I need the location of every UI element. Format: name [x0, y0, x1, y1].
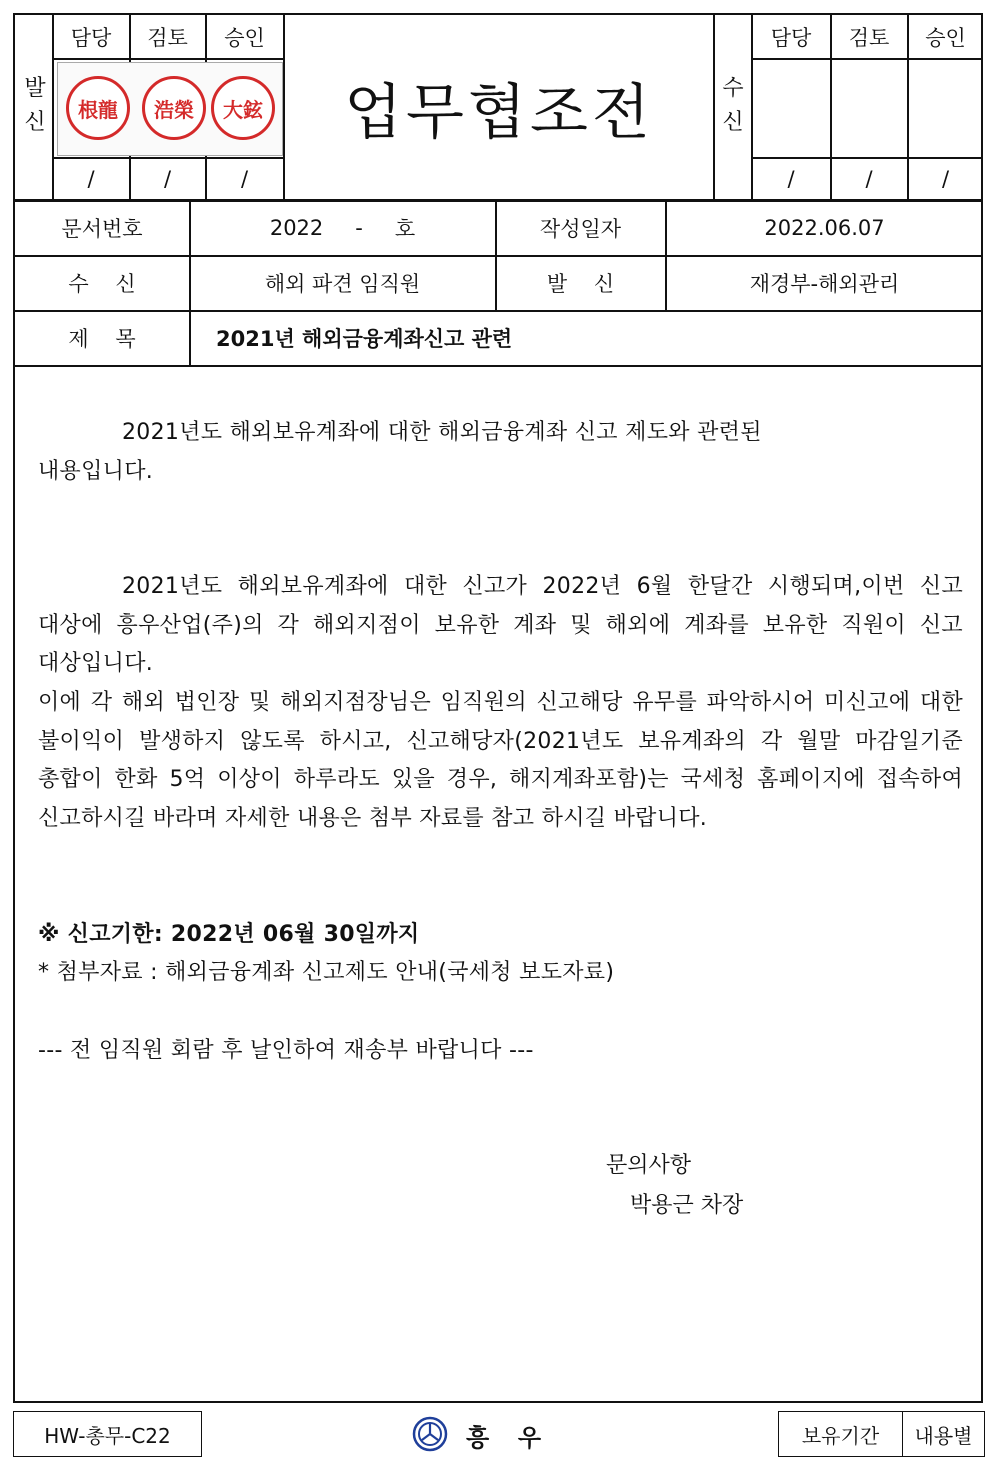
contact-name: 박용근 차장 — [630, 1193, 744, 1218]
approval-col-review: 검토 — [147, 25, 188, 50]
receiver-col-review: 검토 — [848, 25, 890, 50]
document-title: 업무협조전 — [344, 78, 654, 148]
receiver-date-approve: / — [941, 166, 950, 191]
receiver-label: 수신 — [722, 76, 744, 135]
body-paragraph-2: 2021년도 해외보유계좌에 대한 신고가 2022년 6월 한달간 시행되며,이번 신고 대상에 흥우산업(주)의 각 해외지점이 보유한 계좌 및 해외에 계좌를 보유한 직원이 신고 대상입니다. — [38, 574, 963, 676]
subject-label: 제 목 — [68, 327, 136, 351]
approval-date-charge: / — [87, 166, 95, 191]
receiver-date-review: / — [865, 166, 873, 191]
doc-number-value: 2022 - 호 — [269, 216, 416, 241]
company-logo-icon — [412, 1416, 448, 1452]
contact-label: 문의사항 — [606, 1153, 692, 1178]
receiver-col-charge: 담당 — [770, 25, 812, 50]
form-code: HW-총무-C22 — [13, 1411, 202, 1457]
approval-date-approve: / — [240, 166, 249, 191]
recipient-label: 수 신 — [68, 272, 136, 296]
doc-number-label: 문서번호 — [61, 217, 143, 241]
recipient-value: 해외 파견 임직원 — [264, 272, 421, 296]
date-label: 작성일자 — [539, 217, 622, 241]
subject-value: 2021년 해외금융계좌신고 관련 — [216, 327, 513, 351]
seal-stamp-1: 根龍 — [66, 76, 130, 140]
receiver-date-charge: / — [787, 166, 795, 191]
sender-label: 발신 — [24, 76, 46, 135]
retention-value: 내용별 — [902, 1411, 985, 1457]
body-paragraph-1: 2021년도 해외보유계좌에 대한 해외금융계좌 신고 제도와 관련된 내용입니다. — [38, 420, 762, 484]
company-name: 흥 우 — [466, 1424, 546, 1452]
approval-col-approve: 승인 — [224, 25, 265, 50]
seal-stamp-2: 浩榮 — [142, 76, 206, 140]
circulation-note: --- 전 임직원 회람 후 날인하여 재송부 바랍니다 --- — [38, 1038, 534, 1063]
receiver-col-approve: 승인 — [925, 25, 966, 50]
attachment-note: * 첨부자료 : 해외금융계좌 신고제도 안내(국세청 보도자료) — [38, 960, 615, 985]
approval-col-charge: 담당 — [70, 25, 112, 50]
seal-stamp-3: 大鉉 — [211, 76, 275, 140]
deadline-note: ※ 신고기한: 2022년 06월 30일까지 — [38, 922, 420, 947]
retention-label: 보유기간 — [778, 1411, 903, 1457]
sender-info-value: 재경부-해외관리 — [749, 272, 900, 296]
date-value: 2022.06.07 — [764, 216, 885, 240]
body-paragraph-3: 이에 각 해외 법인장 및 해외지점장님은 임직원의 신고해당 유무를 파악하시어 미신고에 대한 불이익이 발생하지 않도록 하시고, 신고해당자(2021년도 보유계좌의 각 월말 마감일기준 총합이 한화 5억 이상이 하루라도 있을 경우, 해지계좌포함)는 국세청 홈페이지에 접속하여 신고하시길 바라며 자세한 내용은 첨부 자료를 참고 하시길 바랍니다. — [38, 690, 963, 831]
approval-date-review: / — [163, 166, 172, 191]
sender-info-label: 발 신 — [546, 272, 615, 296]
